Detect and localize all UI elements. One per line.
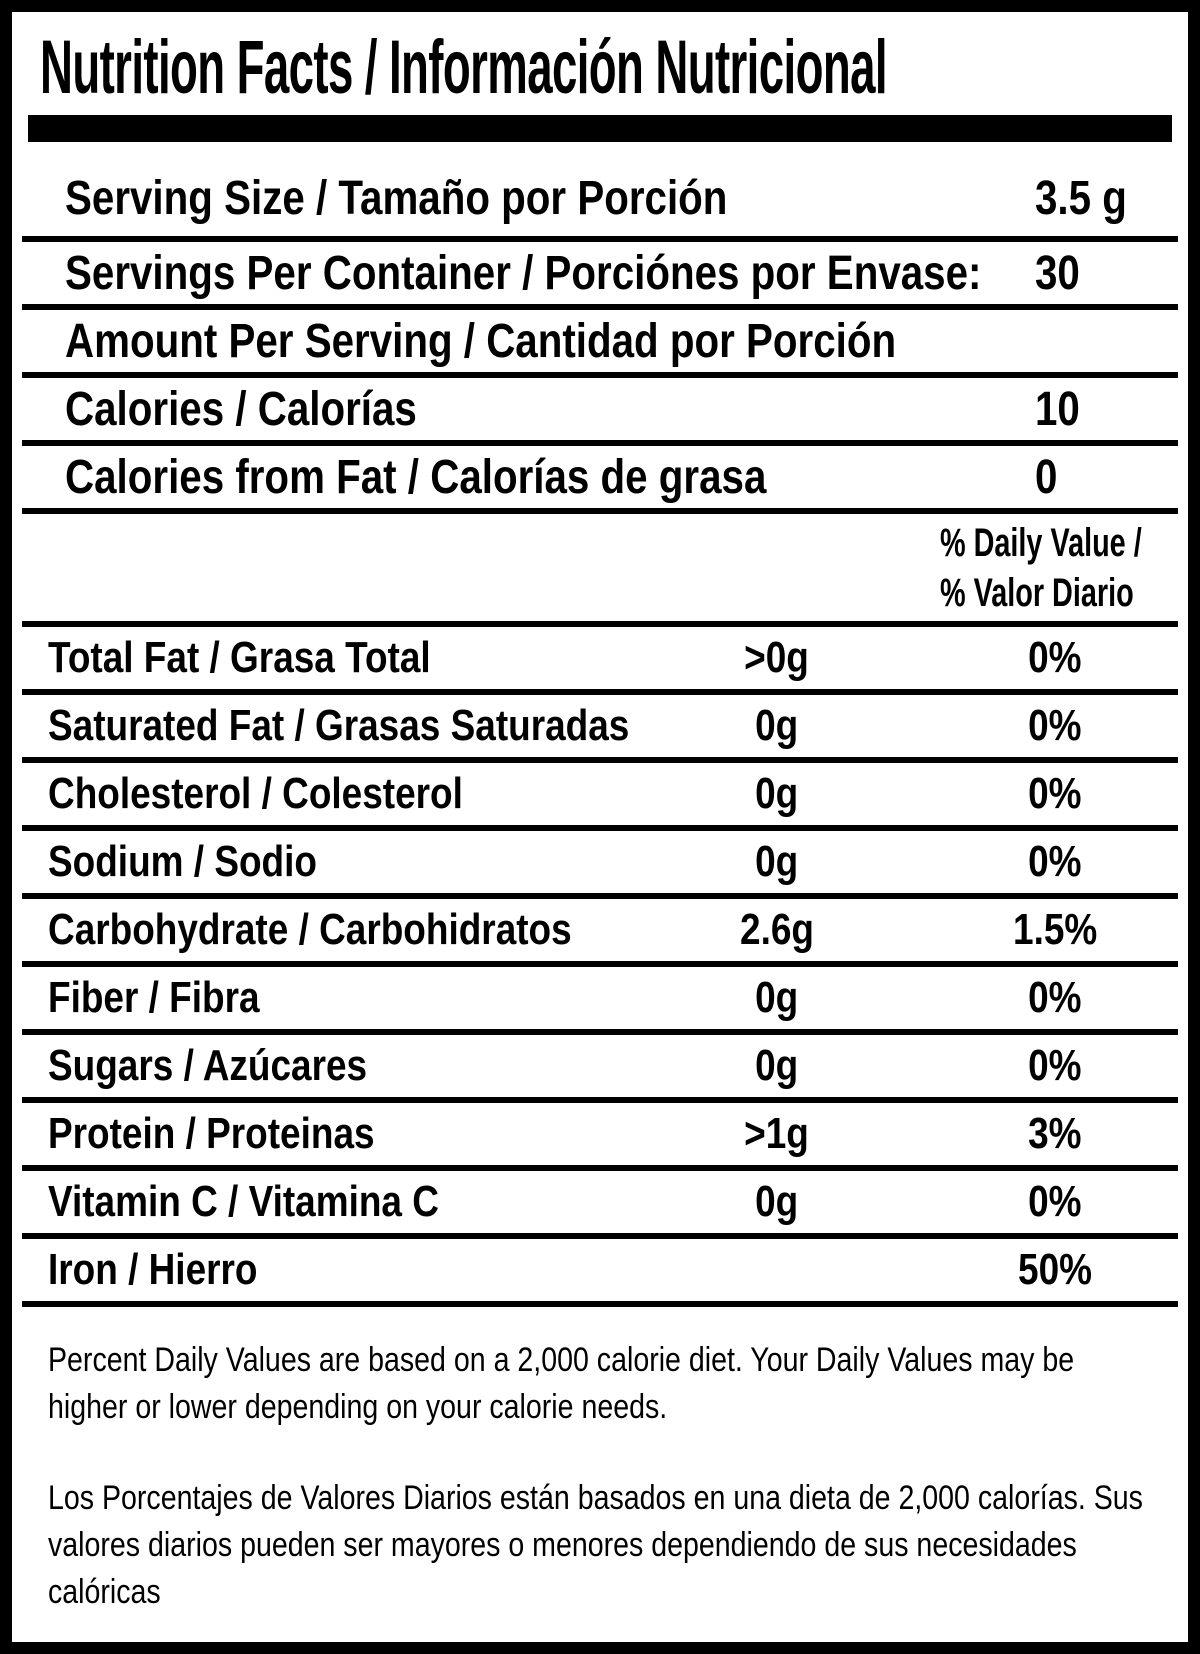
serving-info-row bbox=[22, 446, 1178, 514]
nutrient-daily-value: 0% bbox=[1028, 1041, 1082, 1090]
footnotes-section bbox=[22, 1337, 1178, 1616]
nutrient-daily-value: 0% bbox=[1028, 701, 1082, 750]
nutrient-row bbox=[22, 763, 1178, 831]
nutrient-daily-value: 0% bbox=[1028, 633, 1082, 682]
nutrient-row bbox=[22, 695, 1178, 763]
nutrient-amount: 0g bbox=[755, 1041, 799, 1090]
serving-info-value: 10 bbox=[1035, 382, 1080, 436]
serving-info-value: 0 bbox=[1035, 450, 1058, 504]
nutrient-daily-value: 50% bbox=[1017, 1245, 1092, 1294]
serving-info-label: Calories / Calorías bbox=[65, 382, 417, 436]
nutrient-label: Total Fat / Grasa Total bbox=[48, 633, 431, 682]
nutrient-amount: >0g bbox=[744, 633, 810, 682]
nutrient-amount: 0g bbox=[755, 973, 799, 1022]
nutrients-section bbox=[22, 627, 1178, 1307]
serving-info-label: Amount Per Serving / Cantidad por Porción bbox=[65, 314, 897, 368]
nutrient-daily-value: 1.5% bbox=[1012, 905, 1098, 954]
serving-info-section bbox=[22, 142, 1178, 514]
nutrient-row bbox=[22, 1171, 1178, 1239]
serving-info-label: Servings Per Container / Porciónes por Envase: bbox=[65, 246, 982, 300]
nutrient-label: Vitamin C / Vitamina C bbox=[48, 1177, 439, 1226]
nutrient-label: Protein / Proteinas bbox=[48, 1109, 375, 1158]
footnote-english: Percent Daily Values are based on a 2,000 calorie diet. Your Daily Values may be higher or lower depending on your calorie needs. bbox=[48, 1341, 1075, 1426]
nutrient-daily-value: 0% bbox=[1028, 769, 1082, 818]
nutrient-row bbox=[22, 899, 1178, 967]
nutrient-row bbox=[22, 1035, 1178, 1103]
serving-info-label: Serving Size / Tamaño por Porción bbox=[65, 171, 728, 225]
footnote-spanish: Los Porcentajes de Valores Diarios están basados en una dieta de 2,000 calorías. Sus valores diarios pueden ser mayores o menores dependiendo de sus necesidades calóricas bbox=[48, 1479, 1143, 1611]
nutrient-row bbox=[22, 1239, 1178, 1307]
nutrient-amount: 0g bbox=[755, 769, 799, 818]
daily-value-header bbox=[22, 514, 1178, 627]
nutrient-daily-value: 0% bbox=[1028, 837, 1082, 886]
serving-info-row bbox=[22, 242, 1178, 310]
nutrient-label: Iron / Hierro bbox=[48, 1245, 258, 1294]
nutrient-row bbox=[22, 627, 1178, 695]
daily-value-header-line1: % Daily Value / bbox=[940, 520, 1142, 565]
nutrient-daily-value: 3% bbox=[1028, 1109, 1082, 1158]
serving-info-label: Calories from Fat / Calorías de grasa bbox=[65, 450, 767, 504]
nutrient-label: Carbohydrate / Carbohidratos bbox=[48, 905, 572, 954]
nutrient-row bbox=[22, 1103, 1178, 1171]
label-title bbox=[22, 12, 1178, 115]
label-title-text: Nutrition Facts / Información Nutricional bbox=[40, 25, 887, 110]
nutrient-label: Cholesterol / Colesterol bbox=[48, 769, 463, 818]
nutrient-daily-value: 0% bbox=[1028, 973, 1082, 1022]
nutrient-row bbox=[22, 967, 1178, 1035]
nutrient-row bbox=[22, 831, 1178, 899]
serving-info-value: 30 bbox=[1035, 246, 1080, 300]
serving-info-row bbox=[22, 142, 1178, 242]
nutrient-amount: 0g bbox=[755, 701, 799, 750]
nutrient-amount: >1g bbox=[744, 1109, 810, 1158]
nutrient-label: Saturated Fat / Grasas Saturadas bbox=[48, 701, 630, 750]
nutrient-label: Sodium / Sodio bbox=[48, 837, 317, 886]
serving-info-value: 3.5 g bbox=[1035, 171, 1127, 225]
nutrient-daily-value: 0% bbox=[1028, 1177, 1082, 1226]
nutrient-amount: 0g bbox=[755, 837, 799, 886]
serving-info-row bbox=[22, 310, 1178, 378]
daily-value-header-line2: % Valor Diario bbox=[940, 570, 1134, 615]
nutrient-amount: 0g bbox=[755, 1177, 799, 1226]
nutrient-amount: 2.6g bbox=[740, 905, 814, 954]
title-divider-bar bbox=[28, 115, 1172, 142]
serving-info-row bbox=[22, 378, 1178, 446]
nutrient-label: Sugars / Azúcares bbox=[48, 1041, 368, 1090]
nutrient-label: Fiber / Fibra bbox=[48, 973, 260, 1022]
